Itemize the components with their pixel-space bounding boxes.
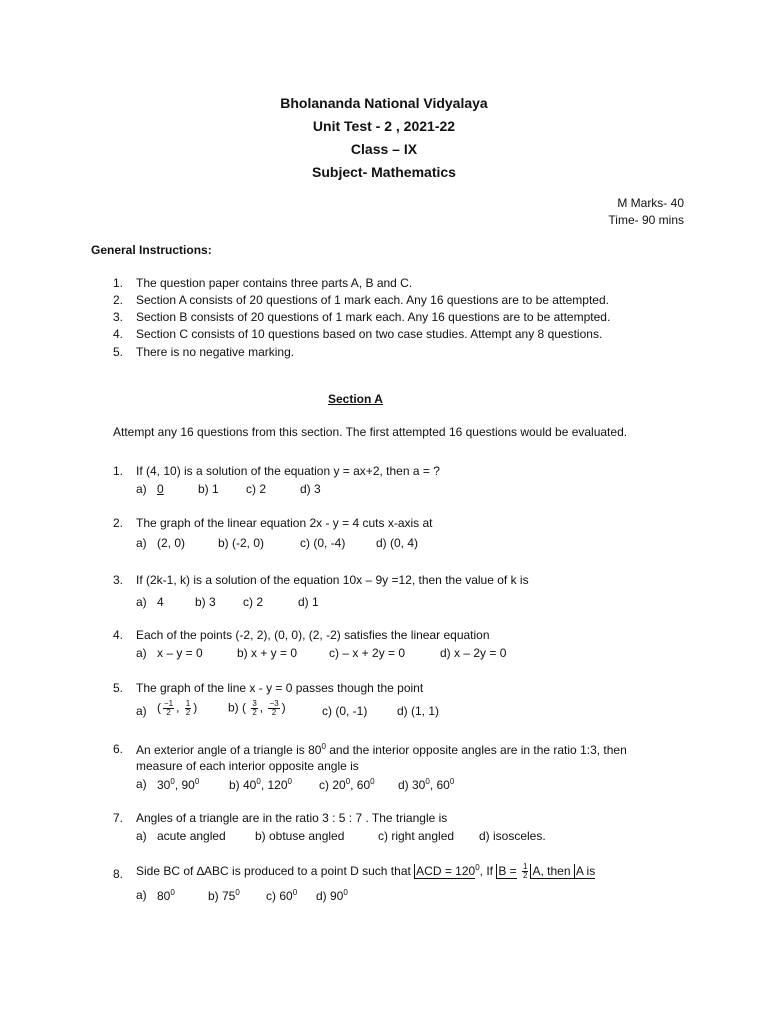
option-a <box>157 777 199 792</box>
question-number: 7. <box>113 811 124 825</box>
option-label: a) <box>136 646 147 660</box>
option-d: d) 1 <box>298 595 319 609</box>
option-label: a) <box>136 536 147 550</box>
option-d: d) (1, 1) <box>397 704 440 718</box>
option-b: b) x + y = 0 <box>237 646 298 660</box>
option-d <box>398 777 454 792</box>
option-a: 0 <box>157 482 164 496</box>
option-d-value: , 60 <box>429 778 450 792</box>
fraction-denominator: 2 <box>523 871 528 881</box>
degree-sup: 0 <box>321 742 326 751</box>
option-a: x – y = 0 <box>157 646 203 660</box>
question-text-part: Side BC of ∆ABC is produced to a point D such that <box>136 864 415 878</box>
option-c-value: c) 60 <box>266 889 293 903</box>
angle-symbol <box>414 864 475 879</box>
option-label: a) <box>136 482 147 496</box>
fraction-numerator: 3 <box>252 699 257 708</box>
class-label: Class – IX <box>350 141 418 157</box>
option-d: d) isosceles. <box>479 829 546 843</box>
option-a-value: 80 <box>157 889 171 903</box>
fraction-numerator: 1 <box>523 862 528 872</box>
question-text-line2: measure of each interior opposite angle is <box>136 759 359 773</box>
instruction-item: Section B consists of 20 questions of 1 mark each. Any 16 questions are to be attempted. <box>136 310 611 324</box>
test-title: Unit Test - 2 , 2021-22 <box>312 118 456 134</box>
degree-sup: 0 <box>256 777 261 786</box>
option-b <box>229 777 292 792</box>
fraction-denominator: 2 <box>166 708 171 717</box>
degree-sup: 0 <box>194 777 200 786</box>
question-number: 2. <box>113 516 124 530</box>
question-text <box>136 863 595 880</box>
fraction <box>268 700 279 717</box>
degree-sup: 0 <box>425 777 430 786</box>
option-b <box>208 888 240 903</box>
option-b: b) obtuse angled <box>255 829 345 843</box>
question-text-part: and the interior opposite angles are in the ratio 1:3, then <box>325 743 627 757</box>
question-text: Angles of a triangle are in the ratio 3 : 5 : 7 . The triangle is <box>136 811 448 825</box>
fraction-numerator: −1 <box>164 699 174 708</box>
option-c: c) 2 <box>246 482 267 496</box>
degree-sup: 0 <box>475 863 480 872</box>
degree-sup: 0 <box>287 777 292 786</box>
option-d <box>316 888 348 903</box>
option-c: c) – x + 2y = 0 <box>329 646 406 660</box>
option-b-value: b) 40 <box>229 778 257 792</box>
question-text: If (4, 10) is a solution of the equation y = ax+2, then a = ? <box>136 464 440 478</box>
question-text-part: , If <box>479 864 497 878</box>
instruction-item: There is no negative marking. <box>136 345 295 359</box>
option-b: b) 3 <box>195 595 216 609</box>
instruction-number: 3. <box>113 310 124 324</box>
question-text: The graph of the line x - y = 0 passes though the point <box>136 681 424 695</box>
fraction-denominator: 2 <box>252 708 257 717</box>
school-name: Bholananda National Vidyalaya <box>280 95 488 111</box>
question-number: 3. <box>113 573 124 587</box>
degree-sup: 0 <box>170 777 175 786</box>
fraction <box>163 700 174 717</box>
option-c <box>266 888 297 903</box>
option-c-value: c) 20 <box>319 778 346 792</box>
option-d: d) 3 <box>300 482 321 496</box>
instructions-heading: General Instructions: <box>91 243 212 257</box>
option-a-value: , 90 <box>174 778 195 792</box>
degree-sup: 0 <box>235 888 240 897</box>
section-a-note: Attempt any 16 questions from this section. The first attempted 16 questions would be evaluated. <box>113 425 628 439</box>
angle-acd: ACD = 120 <box>416 864 476 878</box>
option-c <box>319 777 375 792</box>
question-number: 6. <box>113 742 124 756</box>
subject-label: Subject- Mathematics <box>312 164 456 180</box>
angle-a: A is <box>575 864 596 878</box>
option-a: acute angled <box>157 829 226 843</box>
question-text: The graph of the linear equation 2x - y = 4 cuts x-axis at <box>136 516 433 530</box>
question-number: 4. <box>113 628 124 642</box>
degree-sup: 0 <box>343 888 348 897</box>
option-d: d) x – 2y = 0 <box>440 646 507 660</box>
option-label: a) <box>136 777 147 791</box>
option-c: c) right angled <box>378 829 455 843</box>
option-d-value: d) 30 <box>398 778 426 792</box>
question-number: 5. <box>113 681 124 695</box>
angle-b: B = <box>498 864 517 878</box>
degree-sup: 0 <box>170 888 175 897</box>
option-a: (2, 0) <box>157 536 186 550</box>
option-d-value: d) 90 <box>316 889 344 903</box>
degree-sup: 0 <box>345 777 351 786</box>
option-a: 4 <box>157 595 164 609</box>
fraction <box>185 700 191 717</box>
option-c: c) 2 <box>243 595 264 609</box>
option-label: a) <box>136 595 147 609</box>
question-text: If (2k-1, k) is a solution of the equation 10x – 9y =12, then the value of k is <box>136 573 529 587</box>
question-text-part: An exterior angle of a triangle is 80 <box>136 743 322 757</box>
option-b: b) (-2, 0) <box>218 536 265 550</box>
option-c: c) (0, -4) <box>300 536 346 550</box>
section-a-title: Section A <box>328 392 383 406</box>
option-label: a) <box>136 704 147 718</box>
max-marks: M Marks- 40 <box>617 196 684 210</box>
degree-sup: 0 <box>449 777 455 786</box>
option-d: d) (0, 4) <box>376 536 419 550</box>
option-c: c) (0, -1) <box>322 704 368 718</box>
option-a <box>157 888 175 903</box>
option-b-value: b) 75 <box>208 889 236 903</box>
angle-a: A, then <box>532 864 574 878</box>
option-b: b) 1 <box>198 482 219 496</box>
option-b-value: , 120 <box>260 778 288 792</box>
fraction-denominator: 2 <box>185 708 191 717</box>
angle-symbol <box>530 864 573 879</box>
fraction-numerator: −3 <box>269 699 279 708</box>
angle-symbol <box>496 864 516 879</box>
degree-sup: 0 <box>370 777 375 786</box>
fraction-denominator: 2 <box>271 708 277 717</box>
instruction-item: Section C consists of 10 questions based on two case studies. Attempt any 8 questions. <box>136 327 603 341</box>
option-b: b) ( $\frac{3}{2}$ , $\frac{-3}{2}$ ) <box>228 699 286 717</box>
instruction-number: 4. <box>113 327 124 341</box>
option-label: a) <box>136 829 147 843</box>
fraction <box>522 863 528 880</box>
question-number: 1. <box>113 464 124 478</box>
fraction <box>251 700 257 717</box>
option-c-value: , 60 <box>350 778 371 792</box>
instruction-number: 5. <box>113 345 124 359</box>
option-a: ( $\frac{-1}{2}$ , $\frac{1}{2}$ ) <box>157 699 198 717</box>
time-allowed: Time- 90 mins <box>608 213 684 227</box>
instruction-item: Section A consists of 20 questions of 1 mark each. Any 16 questions are to be attempted. <box>136 293 609 307</box>
option-a-value: 30 <box>157 778 171 792</box>
option-label: a) <box>136 888 147 902</box>
question-number: 8. <box>113 867 124 881</box>
question-text: Each of the points (-2, 2), (0, 0), (2, -2) satisfies the linear equation <box>136 628 490 642</box>
fraction-numerator: 1 <box>185 699 191 708</box>
angle-symbol <box>574 864 595 879</box>
instruction-item: The question paper contains three parts A, B and C. <box>136 276 413 290</box>
degree-sup: 0 <box>292 888 298 897</box>
instruction-number: 2. <box>113 293 124 307</box>
question-text <box>136 742 627 757</box>
instruction-number: 1. <box>113 276 124 290</box>
option-b-prefix: b) ( <box>228 700 246 715</box>
